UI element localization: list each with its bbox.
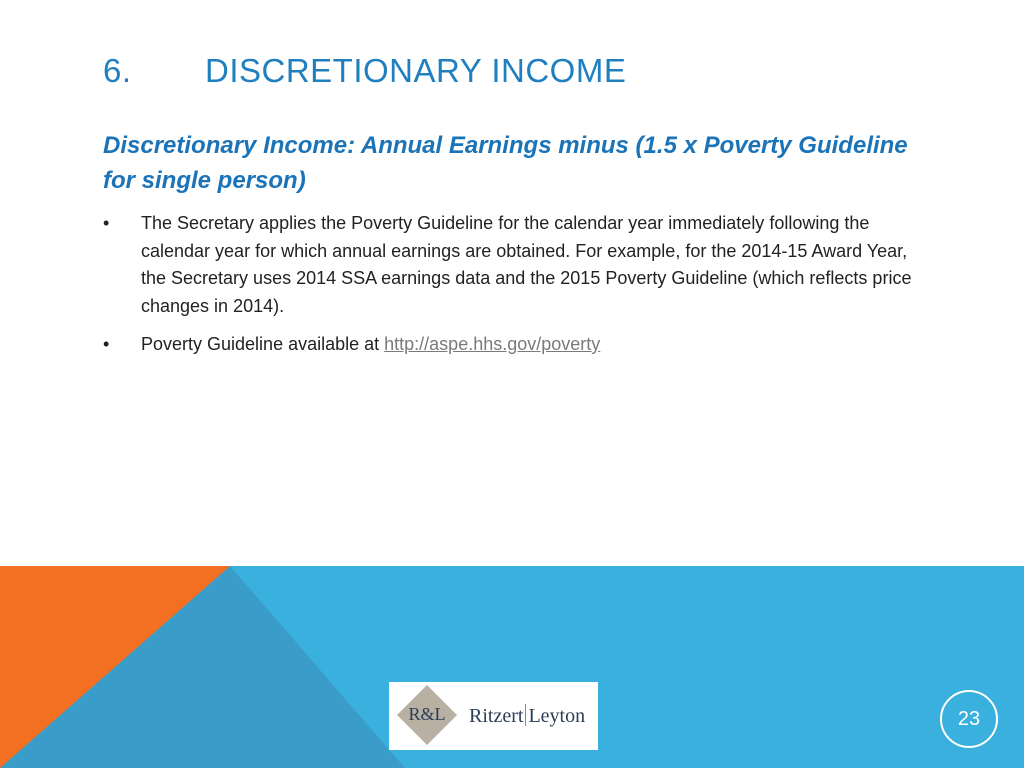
logo-name-left: Ritzert [469, 705, 524, 727]
bullet-text: The Secretary applies the Poverty Guideline for the calendar year immediately following the calendar year for which annual earnings are obtained. For example, for the 2014-15 Award Year, the Secretary uses 2014 SSA earnings data and the 2015 Poverty Guideline (which reflects price changes in 2014). [141, 213, 912, 316]
bullet-marker: • [103, 334, 110, 354]
title-text: DISCRETIONARY INCOME [205, 52, 627, 89]
bullet-marker: • [103, 213, 110, 233]
bullet-text: Poverty Guideline available at [141, 334, 385, 354]
logo-divider [525, 704, 526, 726]
logo-initials: R&L [408, 704, 446, 724]
poverty-guideline-link[interactable]: http://aspe.hhs.gov/poverty [384, 334, 601, 354]
slide-subtitle: Discretionary Income: Annual Earnings minus (1.5 x Poverty Guideline for single person) [103, 132, 908, 194]
logo-name-right: Leyton [528, 705, 586, 727]
bullet-item [103, 210, 933, 320]
title-number: 6. [103, 52, 132, 89]
logo-name [469, 704, 585, 728]
bullet-item [103, 331, 933, 359]
bullet-list [103, 210, 933, 370]
ritzert-leyton-logo [389, 682, 598, 750]
page-number-badge: 23 [940, 690, 998, 748]
